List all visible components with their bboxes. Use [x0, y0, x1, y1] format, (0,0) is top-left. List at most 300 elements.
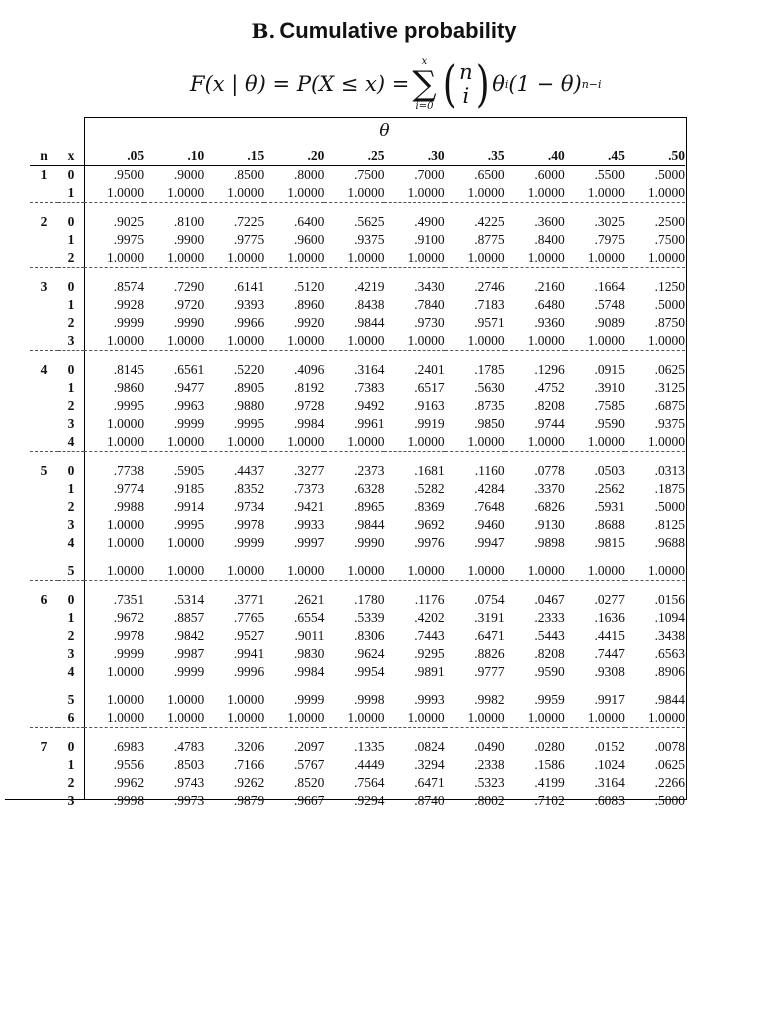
n-cell	[30, 756, 58, 774]
probability-cell: .9997	[294, 535, 325, 550]
x-cell: 2	[67, 398, 75, 413]
probability-cell: .3771	[233, 592, 265, 607]
probability-cell: .9590	[534, 664, 565, 679]
probability-cell: .6561	[173, 362, 205, 377]
probability-cell: .9844	[354, 517, 385, 532]
probability-cell: .2097	[294, 739, 325, 754]
probability-cell: 1.0000	[324, 184, 384, 203]
probability-cell: .9842	[173, 628, 205, 643]
probability-cell: 1.0000	[625, 184, 685, 203]
probability-cell: .9815	[594, 535, 625, 550]
probability-cell: .3206	[233, 739, 265, 754]
x-cell: 1	[67, 481, 75, 496]
x-cell: 4	[67, 535, 75, 550]
probability-cell: .1664	[594, 279, 625, 294]
probability-cell: 1.0000	[84, 709, 144, 728]
probability-cell: 1.0000	[505, 332, 565, 351]
probability-cell: .5000	[654, 167, 685, 182]
n-cell	[30, 627, 58, 645]
probability-cell: .9830	[294, 646, 325, 661]
probability-cell: .9375	[354, 232, 385, 247]
sum-lower-limit: i=0	[415, 101, 434, 112]
probability-cell: 1.0000	[106, 535, 145, 550]
probability-cell: .9984	[294, 664, 325, 679]
probability-cell: .9734	[233, 499, 265, 514]
probability-cell: .9962	[113, 775, 145, 790]
probability-cell: .9360	[534, 315, 565, 330]
probability-cell: .9600	[294, 232, 325, 247]
probability-cell: .6875	[654, 398, 685, 413]
header-row	[30, 147, 685, 166]
table-row	[30, 332, 685, 351]
probability-cell: 1.0000	[204, 332, 264, 351]
probability-cell: .9975	[113, 232, 145, 247]
probability-cell: .9025	[113, 214, 145, 229]
probability-cell: 1.0000	[84, 562, 144, 581]
probability-cell: 1.0000	[264, 709, 324, 728]
x-cell: 2	[67, 499, 75, 514]
probability-cell: .8002	[474, 793, 505, 808]
probability-cell: .9988	[113, 499, 145, 514]
formula-theta: θ	[492, 72, 505, 96]
n-cell	[30, 379, 58, 397]
n-cell: 2	[40, 214, 48, 229]
n-cell: 1	[40, 167, 48, 182]
probability-cell: .9879	[233, 793, 265, 808]
probability-cell: .5630	[474, 380, 505, 395]
n-cell: 4	[40, 362, 48, 377]
probability-cell: .9163	[414, 398, 445, 413]
probability-cell: 1.0000	[144, 249, 204, 268]
probability-cell: .5220	[233, 362, 265, 377]
probability-cell: 1.0000	[84, 332, 144, 351]
probability-cell: .1785	[474, 362, 505, 377]
probability-cell: .9089	[594, 315, 625, 330]
probability-cell: .1250	[654, 279, 685, 294]
probability-cell: .3910	[594, 380, 625, 395]
probability-cell: 1.0000	[106, 416, 145, 431]
probability-cell: .9011	[294, 628, 325, 643]
probability-cell: .1176	[414, 592, 445, 607]
table-row	[30, 756, 685, 774]
n-cell	[30, 480, 58, 498]
probability-cell: 1.0000	[625, 709, 685, 728]
probability-cell: .0754	[474, 592, 505, 607]
probability-cell: .7447	[594, 646, 625, 661]
probability-cell: .9850	[474, 416, 505, 431]
n-cell	[30, 534, 58, 552]
probability-cell: .3370	[534, 481, 565, 496]
x-cell: 3	[67, 646, 75, 661]
table-row	[30, 498, 685, 516]
probability-cell: .9920	[294, 315, 325, 330]
probability-cell: .1636	[594, 610, 625, 625]
table-row	[30, 627, 685, 645]
probability-cell: .2500	[654, 214, 685, 229]
probability-cell: .7166	[233, 757, 265, 772]
probability-cell: 1.0000	[167, 535, 205, 550]
binom-top: n	[459, 60, 473, 84]
table-row	[30, 433, 685, 452]
probability-cell: 1.0000	[505, 184, 565, 203]
probability-cell: 1.0000	[565, 433, 625, 452]
exp-n-minus-i: n−i	[581, 77, 602, 91]
probability-cell: .9984	[294, 416, 325, 431]
n-cell	[30, 562, 58, 581]
probability-cell: .9990	[354, 535, 385, 550]
probability-cell: .1875	[654, 481, 685, 496]
probability-cell: .3294	[414, 757, 445, 772]
probability-cell: .8905	[233, 380, 265, 395]
probability-cell: .0078	[654, 739, 685, 754]
probability-cell: .8000	[294, 167, 325, 182]
probability-cell: 1.0000	[324, 332, 384, 351]
probability-cell: .9720	[173, 297, 205, 312]
probability-cell: .7500	[354, 167, 385, 182]
probability-cell: .7000	[414, 167, 445, 182]
probability-cell: .0280	[534, 739, 565, 754]
x-cell: 1	[58, 184, 84, 203]
probability-cell: .9954	[354, 664, 385, 679]
formula-complement: (1 − θ)	[508, 72, 582, 96]
probability-cell: 1.0000	[565, 332, 625, 351]
probability-cell: 1.0000	[324, 562, 384, 581]
n-cell	[30, 433, 58, 452]
probability-cell: .6554	[294, 610, 325, 625]
probability-cell: .5323	[474, 775, 505, 790]
probability-cell: 1.0000	[445, 332, 505, 351]
probability-cell: .9999	[173, 664, 205, 679]
probability-cell: 1.0000	[384, 433, 444, 452]
probability-cell: .9963	[173, 398, 205, 413]
probability-cell: .8369	[414, 499, 445, 514]
probability-cell: .9744	[534, 416, 565, 431]
probability-cell: .9624	[354, 646, 385, 661]
probability-cell: .7648	[474, 499, 505, 514]
probability-cell: 1.0000	[625, 433, 685, 452]
probability-cell: .9900	[173, 232, 205, 247]
probability-cell: .5000	[654, 793, 685, 808]
table-row	[30, 709, 685, 728]
probability-cell: .2401	[414, 362, 445, 377]
probability-cell: .9928	[113, 297, 145, 312]
probability-cell: 1.0000	[144, 433, 204, 452]
probability-cell: .9995	[233, 416, 265, 431]
probability-cell: .8500	[233, 167, 265, 182]
probability-cell: .8400	[534, 232, 565, 247]
table-row	[30, 397, 685, 415]
probability-cell: .5748	[594, 297, 625, 312]
probability-cell: .9527	[233, 628, 265, 643]
table-row	[30, 774, 685, 792]
column-header: x	[58, 147, 84, 166]
title-prefix: B.	[251, 19, 276, 43]
probability-cell: .6563	[654, 646, 685, 661]
probability-cell: .9995	[113, 398, 145, 413]
probability-cell: 1.0000	[565, 562, 625, 581]
probability-cell: .9998	[354, 692, 385, 707]
probability-cell: 1.0000	[445, 184, 505, 203]
probability-cell: .9998	[113, 793, 145, 808]
table-row	[30, 184, 685, 203]
column-header: .10	[144, 147, 204, 166]
probability-cell: .0156	[654, 592, 685, 607]
probability-cell: .9999	[233, 535, 265, 550]
probability-cell: .5905	[173, 463, 205, 478]
table-row	[30, 591, 685, 609]
probability-cell: .7383	[354, 380, 385, 395]
cumulative-probability-table	[30, 147, 685, 810]
probability-cell: 1.0000	[445, 709, 505, 728]
probability-cell: .7290	[173, 279, 205, 294]
x-cell: 0	[67, 279, 75, 294]
n-cell	[30, 691, 58, 709]
probability-cell: .9993	[414, 692, 445, 707]
probability-cell: .9999	[294, 692, 325, 707]
probability-cell: .0824	[414, 739, 445, 754]
probability-cell: .7585	[594, 398, 625, 413]
probability-cell: .0778	[534, 463, 565, 478]
probability-cell: .9987	[173, 646, 205, 661]
probability-cell: .9978	[233, 517, 265, 532]
probability-cell: 1.0000	[384, 184, 444, 203]
probability-cell: .0503	[594, 463, 625, 478]
probability-cell: .0625	[654, 362, 685, 377]
probability-cell: .3191	[474, 610, 505, 625]
column-header: n	[30, 147, 58, 166]
probability-cell: .1296	[534, 362, 565, 377]
probability-cell: 1.0000	[445, 433, 505, 452]
probability-cell: .1335	[354, 739, 385, 754]
probability-cell: .9688	[654, 535, 685, 550]
n-cell: 3	[40, 279, 48, 294]
probability-cell: .8750	[654, 315, 685, 330]
probability-cell: 1.0000	[106, 664, 145, 679]
probability-cell: .8857	[173, 610, 205, 625]
probability-cell: .1094	[654, 610, 685, 625]
probability-cell: .3277	[294, 463, 325, 478]
probability-cell: 1.0000	[144, 562, 204, 581]
x-cell: 1	[67, 297, 75, 312]
probability-cell: .9185	[173, 481, 205, 496]
probability-cell: .9308	[594, 664, 625, 679]
theta-header: θ	[379, 121, 390, 141]
probability-cell: .8735	[474, 398, 505, 413]
probability-cell: .3125	[654, 380, 685, 395]
probability-cell: .9914	[173, 499, 205, 514]
probability-cell: .9990	[173, 315, 205, 330]
probability-cell: .9492	[354, 398, 385, 413]
x-cell: 2	[67, 775, 75, 790]
x-cell: 1	[67, 380, 75, 395]
probability-cell: 1.0000	[445, 249, 505, 268]
x-cell: 6	[58, 709, 84, 728]
probability-cell: .2562	[594, 481, 625, 496]
x-cell: 0	[67, 463, 75, 478]
probability-cell: 1.0000	[106, 517, 145, 532]
sum-upper-limit: x	[421, 56, 428, 67]
probability-cell: .5000	[654, 499, 685, 514]
binom-bottom: i	[462, 84, 470, 108]
sigma-symbol: ∑	[412, 64, 437, 104]
table-row	[30, 415, 685, 433]
column-header: .15	[204, 147, 264, 166]
probability-cell: .9999	[173, 416, 205, 431]
n-cell: 5	[40, 463, 48, 478]
probability-cell: .4783	[173, 739, 205, 754]
probability-cell: .5314	[173, 592, 205, 607]
probability-cell: .9571	[474, 315, 505, 330]
probability-cell: .4415	[594, 628, 625, 643]
probability-cell: .9777	[474, 664, 505, 679]
probability-cell: .7765	[233, 610, 265, 625]
probability-cell: .9556	[113, 757, 145, 772]
probability-cell: .8826	[474, 646, 505, 661]
probability-cell: .9262	[233, 775, 265, 790]
probability-cell: .9775	[233, 232, 265, 247]
probability-cell: .7500	[654, 232, 685, 247]
table-row	[30, 462, 685, 480]
probability-cell: 1.0000	[106, 692, 145, 707]
probability-cell: .9982	[474, 692, 505, 707]
probability-cell: .1681	[414, 463, 445, 478]
probability-cell: 1.0000	[445, 562, 505, 581]
n-cell	[30, 314, 58, 332]
probability-cell: .8145	[113, 362, 145, 377]
table-row	[30, 361, 685, 379]
probability-cell: .4752	[534, 380, 565, 395]
probability-cell: 1.0000	[264, 562, 324, 581]
probability-cell: .9999	[113, 646, 145, 661]
probability-cell: .9978	[113, 628, 145, 643]
probability-cell: .8208	[534, 646, 565, 661]
spacer-row	[30, 581, 685, 592]
probability-cell: 1.0000	[625, 332, 685, 351]
probability-cell: .7840	[414, 297, 445, 312]
probability-cell: .8906	[654, 664, 685, 679]
probability-cell: .5120	[294, 279, 325, 294]
probability-cell: .9375	[654, 416, 685, 431]
probability-cell: 1.0000	[505, 433, 565, 452]
x-cell: 0	[67, 167, 75, 182]
probability-cell: 1.0000	[167, 692, 205, 707]
probability-cell: .8965	[354, 499, 385, 514]
column-header: .30	[384, 147, 444, 166]
probability-cell: .7351	[113, 592, 145, 607]
page-title	[0, 18, 768, 44]
x-cell: 4	[67, 664, 75, 679]
spacer-row	[30, 452, 685, 463]
probability-cell: .2621	[294, 592, 325, 607]
probability-cell: 1.0000	[505, 249, 565, 268]
probability-cell: .7183	[474, 297, 505, 312]
probability-cell: 1.0000	[324, 249, 384, 268]
probability-cell: 1.0000	[84, 184, 144, 203]
probability-cell: .9774	[113, 481, 145, 496]
probability-cell: .9933	[294, 517, 325, 532]
n-cell	[30, 516, 58, 534]
probability-cell: .9999	[113, 315, 145, 330]
probability-cell: .0625	[654, 757, 685, 772]
probability-cell: 1.0000	[505, 709, 565, 728]
probability-cell: .6000	[534, 167, 565, 182]
probability-cell: .4096	[294, 362, 325, 377]
probability-cell: .5625	[354, 214, 385, 229]
probability-cell: .6471	[474, 628, 505, 643]
probability-cell: 1.0000	[144, 709, 204, 728]
probability-cell: .9891	[414, 664, 445, 679]
n-cell	[30, 415, 58, 433]
x-cell: 2	[58, 249, 84, 268]
probability-cell: .5443	[534, 628, 565, 643]
probability-cell: .9460	[474, 517, 505, 532]
probability-cell: .7975	[594, 232, 625, 247]
probability-cell: .6083	[594, 793, 625, 808]
n-cell	[30, 663, 58, 681]
table-row	[30, 213, 685, 231]
probability-cell: .4449	[354, 757, 385, 772]
probability-cell: 1.0000	[204, 562, 264, 581]
n-cell	[30, 774, 58, 792]
x-cell: 5	[67, 692, 75, 707]
probability-cell: .0277	[594, 592, 625, 607]
table-row	[30, 609, 685, 627]
table-row	[30, 792, 685, 810]
x-cell: 0	[67, 362, 75, 377]
probability-cell: .8740	[414, 793, 445, 808]
probability-cell: .6983	[113, 739, 145, 754]
spacer-row	[30, 203, 685, 214]
probability-cell: .8574	[113, 279, 145, 294]
table-row	[30, 249, 685, 268]
table-row	[30, 562, 685, 581]
spacer-row	[30, 268, 685, 279]
probability-cell: .7373	[294, 481, 325, 496]
probability-cell: .6826	[534, 499, 565, 514]
probability-cell: .9898	[534, 535, 565, 550]
probability-cell: .7443	[414, 628, 445, 643]
table-row	[30, 166, 685, 185]
probability-cell: .8100	[173, 214, 205, 229]
x-cell: 3	[67, 416, 75, 431]
n-cell	[30, 792, 58, 810]
table-row	[30, 534, 685, 552]
probability-cell: .9973	[173, 793, 205, 808]
probability-cell: 1.0000	[565, 709, 625, 728]
probability-cell: .7564	[354, 775, 385, 790]
x-cell: 0	[67, 739, 75, 754]
probability-cell: .8688	[594, 517, 625, 532]
probability-cell: .1024	[594, 757, 625, 772]
probability-cell: .9947	[474, 535, 505, 550]
formula-lhs: F(x | θ) = P(X ≤ x) =	[190, 72, 410, 96]
column-header: .25	[324, 147, 384, 166]
spacer-row	[30, 681, 685, 691]
probability-cell: 1.0000	[324, 709, 384, 728]
table-row	[30, 314, 685, 332]
probability-cell: .2373	[354, 463, 385, 478]
probability-cell: .9500	[113, 167, 145, 182]
probability-cell: .0467	[534, 592, 565, 607]
probability-cell: 1.0000	[384, 709, 444, 728]
probability-cell: .9959	[534, 692, 565, 707]
probability-cell: .3600	[534, 214, 565, 229]
n-cell	[30, 184, 58, 203]
probability-cell: .6517	[414, 380, 445, 395]
probability-cell: .4284	[474, 481, 505, 496]
probability-cell: .9672	[113, 610, 145, 625]
title-text: Cumulative probability	[279, 18, 517, 43]
